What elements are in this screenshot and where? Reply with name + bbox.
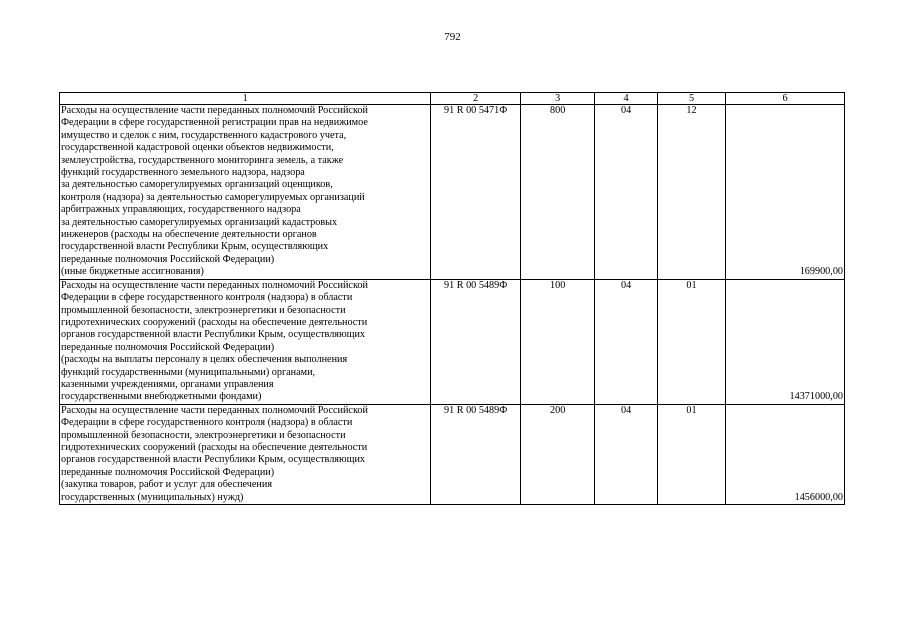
- amount-value: 169900,00: [799, 266, 843, 278]
- budget-table: [59, 92, 845, 505]
- table-row: [60, 105, 845, 280]
- subsection-code: 12: [657, 105, 725, 280]
- target-article-code: 91 R 00 5471Ф: [431, 105, 521, 280]
- expense-description: [60, 279, 431, 404]
- description-line: промышленной безопасности, электроэнергетики и безопасности: [61, 429, 346, 441]
- section-code: 04: [595, 105, 657, 280]
- description-line: имущество и сделок с ним, государственного кадастрового учета,: [61, 129, 347, 141]
- description-line: функций государственного земельного надзора, надзора: [61, 167, 305, 179]
- target-article-code: 91 R 00 5489Ф: [431, 404, 521, 504]
- description-line: промышленной безопасности, электроэнергетики и безопасности: [61, 304, 346, 316]
- amount-value: 14371000,00: [789, 391, 843, 403]
- column-header: 6: [726, 93, 845, 105]
- section-code: 04: [595, 279, 657, 404]
- amount-value: 1456000,00: [794, 491, 843, 503]
- description-line: государственными внебюджетными фондами): [61, 391, 262, 403]
- description-line: гидротехнических сооружений (расходы на обеспечение деятельности: [61, 441, 368, 453]
- section-code: 04: [595, 404, 657, 504]
- description-line: за деятельностью саморегулируемых организаций кадастровых: [61, 216, 338, 228]
- column-header: 1: [60, 93, 431, 105]
- expense-type-code: 100: [520, 279, 594, 404]
- subsection-code: 01: [657, 279, 725, 404]
- target-article-code: 91 R 00 5489Ф: [431, 279, 521, 404]
- description-line: за деятельностью саморегулируемых организаций оценщиков,: [61, 179, 333, 191]
- description-line: (расходы на выплаты персоналу в целях обеспечения выполнения: [61, 354, 348, 366]
- description-line: арбитражных управляющих, государственного надзора: [61, 204, 301, 216]
- description-line: контроля (надзора) за деятельностью саморегулируемых организаций: [61, 191, 365, 203]
- column-header: 3: [520, 93, 594, 105]
- description-line: Федерации в сфере государственного контроля (надзора) в области: [61, 417, 353, 429]
- description-line: казенными учреждениями, органами управления: [61, 378, 274, 390]
- column-header: 2: [431, 93, 521, 105]
- description-line: Расходы на осуществление части переданных полномочий Российской: [61, 105, 368, 116]
- description-line: государственной власти Республики Крым, осуществляющих: [61, 241, 329, 253]
- expense-description: [60, 105, 431, 280]
- description-line: функций государственными (муниципальными) органами,: [61, 366, 316, 378]
- description-line: государственных (муниципальных) нужд): [61, 491, 244, 503]
- table-header-row: [60, 93, 845, 105]
- description-line: органов государственной власти Республики Крым, осуществляющих: [61, 454, 365, 466]
- column-header: 4: [595, 93, 657, 105]
- description-line: (закупка товаров, работ и услуг для обеспечения: [61, 479, 273, 491]
- expense-type-code: 200: [520, 404, 594, 504]
- description-line: органов государственной власти Республики Крым, осуществляющих: [61, 329, 365, 341]
- description-line: Расходы на осуществление части переданных полномочий Российской: [61, 404, 368, 416]
- description-line: переданные полномочия Российской Федерации): [61, 253, 275, 265]
- description-line: переданные полномочия Российской Федерации): [61, 341, 275, 353]
- column-header: 5: [657, 93, 725, 105]
- description-line: Федерации в сфере государственного контроля (надзора) в области: [61, 292, 353, 304]
- table-row: [60, 404, 845, 504]
- table-row: [60, 279, 845, 404]
- description-line: Федерации в сфере государственной регистрации прав на недвижимое: [61, 117, 368, 129]
- description-line: (иные бюджетные ассигнования): [61, 266, 204, 278]
- description-line: гидротехнических сооружений (расходы на обеспечение деятельности: [61, 316, 368, 328]
- description-line: переданные полномочия Российской Федерации): [61, 466, 275, 478]
- amount-cell: [726, 279, 845, 404]
- amount-cell: [726, 404, 845, 504]
- page-number: 792: [444, 31, 461, 43]
- expense-description: [60, 404, 431, 504]
- amount-cell: [726, 105, 845, 280]
- expense-type-code: 800: [520, 105, 594, 280]
- subsection-code: 01: [657, 404, 725, 504]
- description-line: государственной кадастровой оценки объектов недвижимости,: [61, 142, 334, 154]
- description-line: инженеров (расходы на обеспечение деятельности органов: [61, 229, 317, 241]
- description-line: Расходы на осуществление части переданных полномочий Российской: [61, 279, 368, 291]
- description-line: землеустройства, государственного мониторинга земель, а также: [61, 154, 344, 166]
